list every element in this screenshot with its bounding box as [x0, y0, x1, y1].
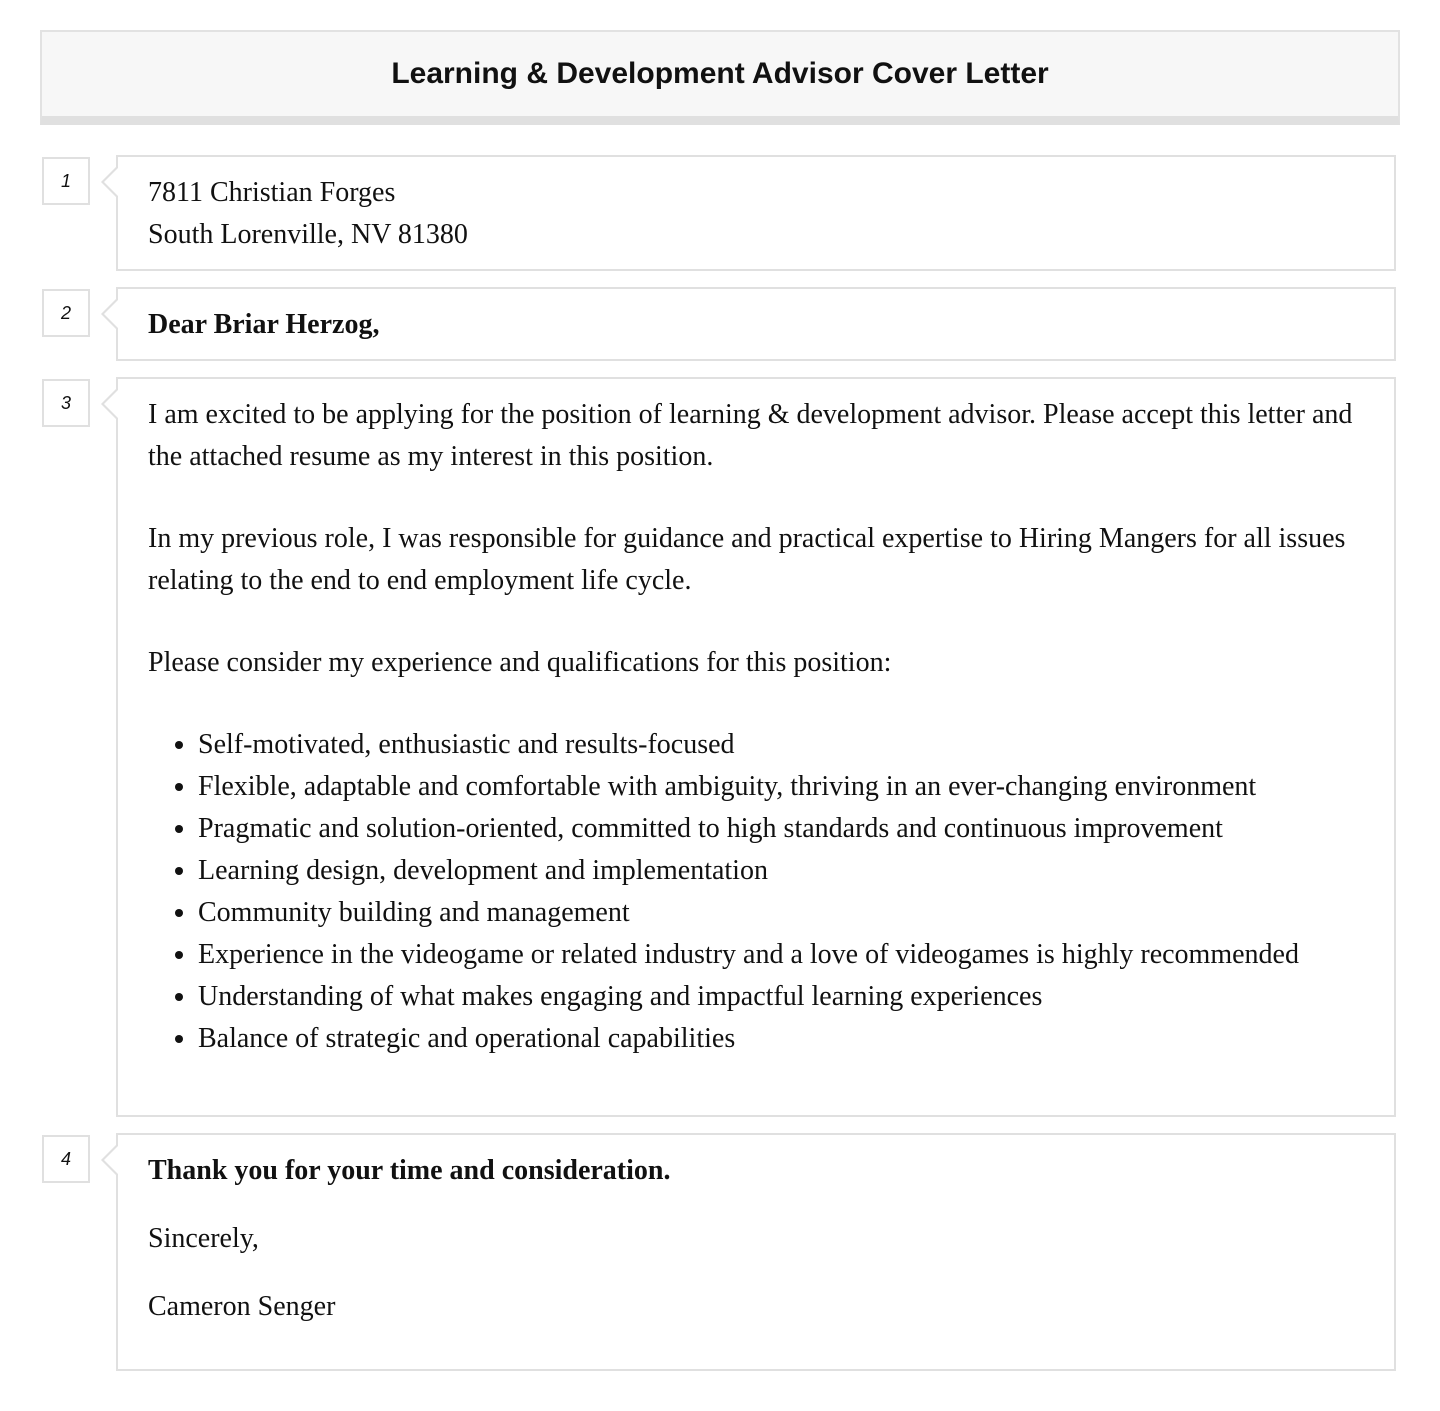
- address-line: South Lorenville, NV 81380: [148, 219, 468, 250]
- body-paragraph: In my previous role, I was responsible for guidance and practical expertise to Hiring Mangers for all issues relating to the end to end employment life cycle.: [148, 523, 1346, 596]
- body-paragraph: I am excited to be applying for the position of learning & development advisor. Please accept this letter and the attached resume as my interest in this position.: [148, 399, 1353, 472]
- qualifications-list: [148, 724, 1364, 1060]
- section-number: 1: [42, 157, 90, 205]
- section-number: 4: [42, 1135, 90, 1183]
- list-item: • Self-motivated, enthusiastic and results-focused: [198, 724, 1364, 766]
- list-item: • Flexible, adaptable and comfortable with ambiguity, thriving in an ever-changing environment: [198, 766, 1364, 808]
- closing-text: Sincerely,: [148, 1223, 259, 1254]
- list-item: • Experience in the videogame or related industry and a love of videogames is highly recommended: [198, 934, 1364, 976]
- closing-card: [116, 1133, 1396, 1371]
- section-number: 3: [42, 379, 90, 427]
- page-header: [40, 30, 1400, 125]
- section-number: 2: [42, 289, 90, 337]
- list-item: • Balance of strategic and operational capabilities: [198, 1018, 1364, 1060]
- address-line: 7811 Christian Forges: [148, 177, 396, 208]
- body-paragraph: Please consider my experience and qualifications for this position:: [148, 647, 892, 678]
- list-item: • Learning design, development and implementation: [198, 850, 1364, 892]
- body-card: [116, 377, 1396, 1117]
- greeting: Dear Briar Herzog,: [148, 309, 380, 340]
- thanks-text: Thank you for your time and consideration.: [148, 1155, 671, 1186]
- signature: Cameron Senger: [148, 1291, 336, 1322]
- greeting-card: [116, 287, 1396, 361]
- list-item: • Community building and management: [198, 892, 1364, 934]
- page-title: Learning & Development Advisor Cover Letter: [391, 57, 1049, 90]
- list-item: • Understanding of what makes engaging and impactful learning experiences: [198, 976, 1364, 1018]
- address-card: [116, 155, 1396, 271]
- list-item: • Pragmatic and solution-oriented, committed to high standards and continuous improvement: [198, 808, 1364, 850]
